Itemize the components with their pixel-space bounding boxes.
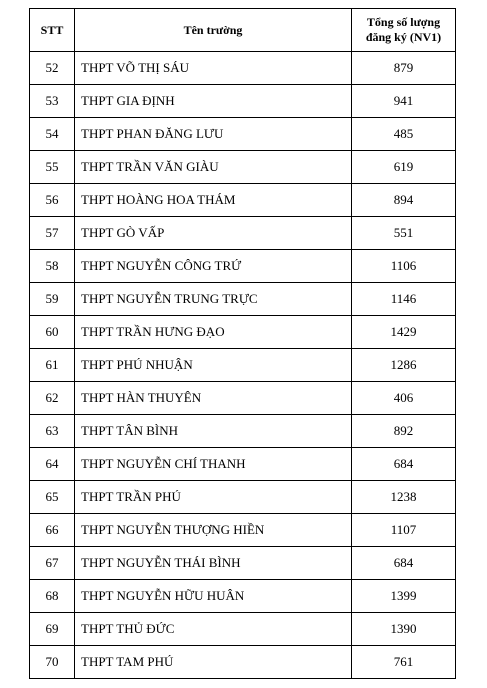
row-stt: 52 [30,52,75,85]
row-registration-count: 879 [352,52,456,85]
row-school-name: THPT NGUYỄN CHÍ THANH [75,448,352,481]
row-registration-count: 684 [352,547,456,580]
table-row [30,646,456,679]
row-stt: 64 [30,448,75,481]
registration-table [29,8,456,679]
table-row [30,382,456,415]
row-school-name: THPT TRẦN HƯNG ĐẠO [75,316,352,349]
row-registration-count: 485 [352,118,456,151]
row-school-name: THPT NGUYỄN CÔNG TRỨ [75,250,352,283]
table-row [30,316,456,349]
table-header-row [30,9,456,52]
table-row [30,52,456,85]
row-school-name: THPT TAM PHÚ [75,646,352,679]
table-row [30,514,456,547]
row-school-name: THPT NGUYỄN TRUNG TRỰC [75,283,352,316]
row-registration-count: 1146 [352,283,456,316]
table-row [30,613,456,646]
row-stt: 61 [30,349,75,382]
row-stt: 57 [30,217,75,250]
row-registration-count: 1390 [352,613,456,646]
header-registration-count [352,9,456,52]
row-registration-count: 1238 [352,481,456,514]
row-registration-count: 551 [352,217,456,250]
table-row [30,184,456,217]
row-school-name: THPT TRẦN PHÚ [75,481,352,514]
header-school-name: Tên trường [75,9,352,52]
header-count-line1: Tổng số lượng [366,15,441,29]
row-stt: 62 [30,382,75,415]
table-row [30,448,456,481]
row-stt: 69 [30,613,75,646]
row-registration-count: 1106 [352,250,456,283]
table-row [30,151,456,184]
table-row [30,217,456,250]
table-row [30,481,456,514]
row-school-name: THPT PHAN ĐĂNG LƯU [75,118,352,151]
header-stt: STT [30,9,75,52]
row-stt: 67 [30,547,75,580]
row-registration-count: 406 [352,382,456,415]
row-registration-count: 1107 [352,514,456,547]
row-stt: 70 [30,646,75,679]
table-row [30,283,456,316]
table-row [30,580,456,613]
registration-table-container [29,8,456,679]
row-stt: 68 [30,580,75,613]
row-school-name: THPT NGUYỄN HỮU HUÂN [75,580,352,613]
row-registration-count: 761 [352,646,456,679]
row-registration-count: 1286 [352,349,456,382]
row-school-name: THPT THỦ ĐỨC [75,613,352,646]
row-registration-count: 684 [352,448,456,481]
row-stt: 58 [30,250,75,283]
row-school-name: THPT VÕ THỊ SÁU [75,52,352,85]
row-registration-count: 1399 [352,580,456,613]
row-registration-count: 1429 [352,316,456,349]
table-row [30,547,456,580]
row-registration-count: 941 [352,85,456,118]
row-school-name: THPT GÒ VẤP [75,217,352,250]
row-school-name: THPT HÀN THUYÊN [75,382,352,415]
table-row [30,415,456,448]
row-school-name: THPT NGUYỄN THƯỢNG HIỀN [75,514,352,547]
row-stt: 53 [30,85,75,118]
table-row [30,250,456,283]
row-stt: 66 [30,514,75,547]
row-stt: 56 [30,184,75,217]
row-stt: 54 [30,118,75,151]
row-stt: 63 [30,415,75,448]
row-stt: 60 [30,316,75,349]
header-count-line2: đăng ký (NV1) [365,30,442,44]
row-stt: 55 [30,151,75,184]
row-stt: 65 [30,481,75,514]
row-registration-count: 894 [352,184,456,217]
row-registration-count: 892 [352,415,456,448]
row-school-name: THPT TÂN BÌNH [75,415,352,448]
table-row [30,349,456,382]
row-school-name: THPT TRẦN VĂN GIÀU [75,151,352,184]
row-registration-count: 619 [352,151,456,184]
table-body [30,52,456,679]
row-school-name: THPT GIA ĐỊNH [75,85,352,118]
row-school-name: THPT PHÚ NHUẬN [75,349,352,382]
row-school-name: THPT HOÀNG HOA THÁM [75,184,352,217]
row-school-name: THPT NGUYỄN THÁI BÌNH [75,547,352,580]
table-row [30,85,456,118]
row-stt: 59 [30,283,75,316]
table-row [30,118,456,151]
